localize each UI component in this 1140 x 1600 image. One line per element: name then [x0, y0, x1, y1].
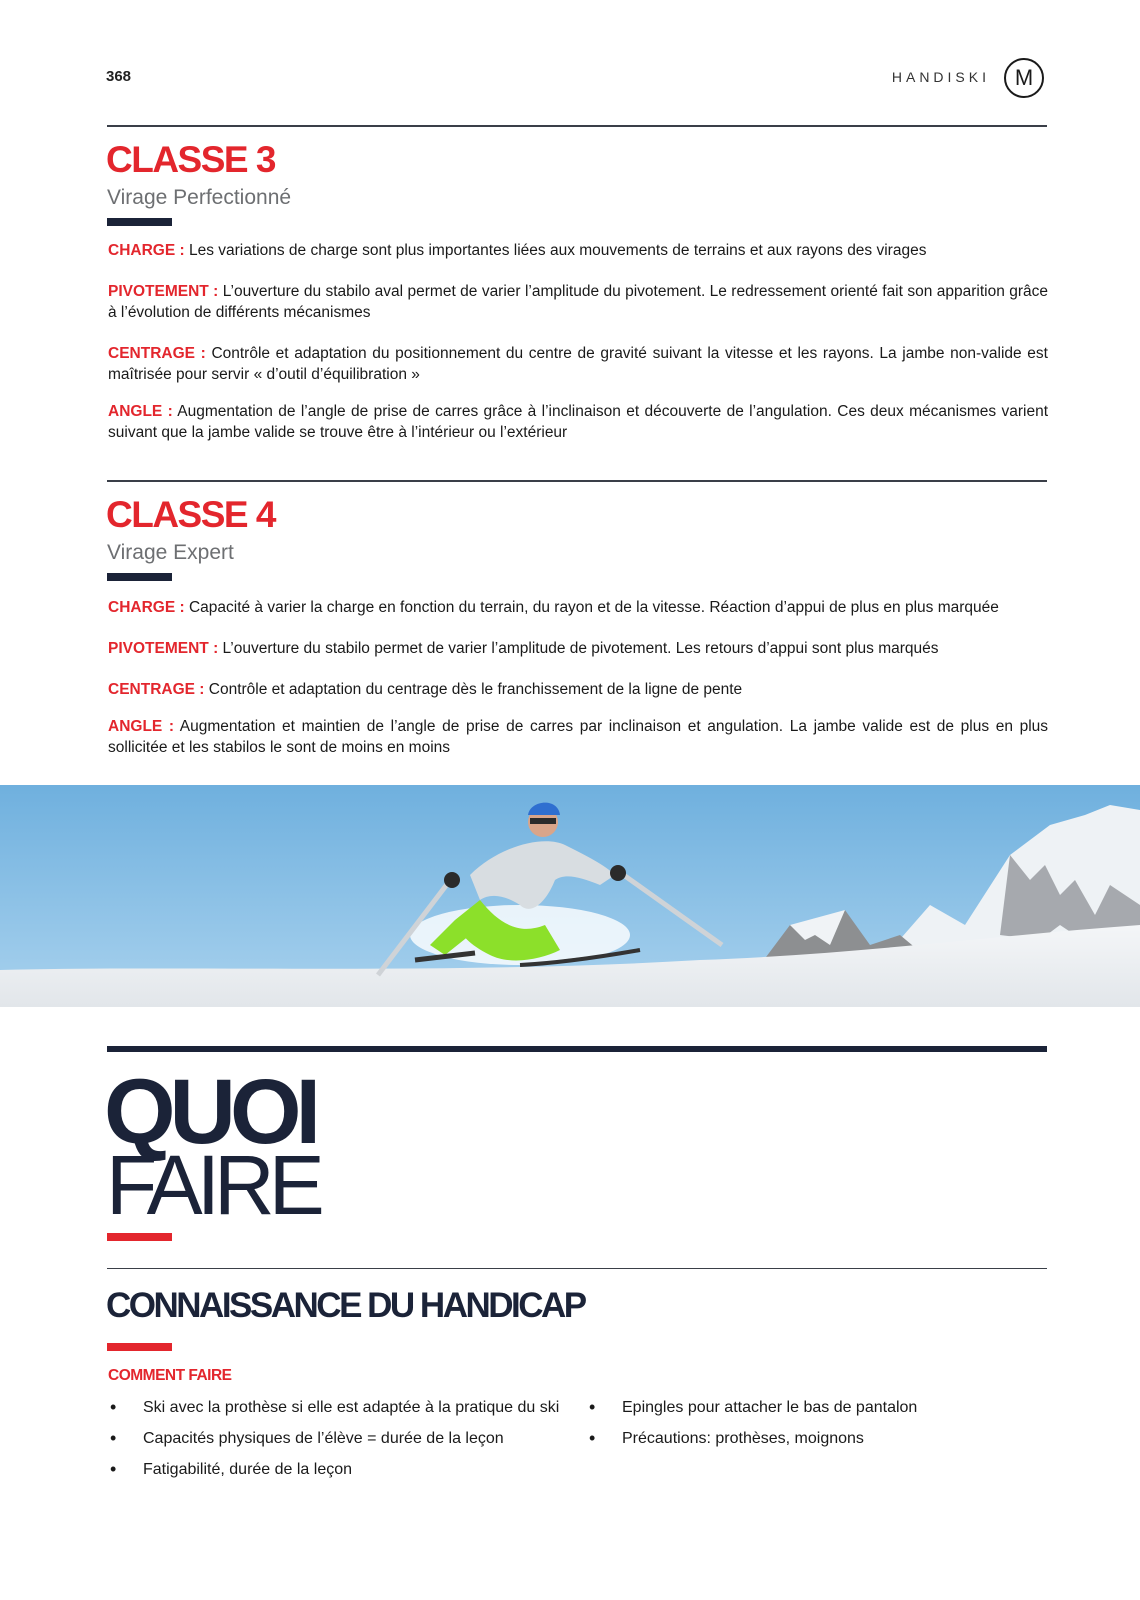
class3-accent-bar [107, 218, 172, 226]
quoi-faire-accent-bar [107, 1233, 172, 1241]
list-item: • Capacités physiques de l’élève = durée de la leçon [110, 1423, 570, 1454]
section-divider [107, 125, 1047, 127]
item-label: CENTRAGE : [108, 345, 206, 362]
item-text: Augmentation de l’angle de prise de carres grâce à l’inclinaison et découverte de l’angulation. Ces deux mécanismes varient suivant que la jambe valide se trouve être à l’intérieur ou l’extérieur [108, 403, 1048, 441]
list-item: • Epingles pour attacher le bas de pantalon [589, 1392, 1029, 1423]
list-item: • Fatigabilité, durée de la leçon [110, 1454, 570, 1485]
class4-accent-bar [107, 573, 172, 581]
item-label: PIVOTEMENT : [108, 640, 219, 657]
class4-charge [108, 597, 1048, 618]
item-text: L’ouverture du stabilo permet de varier l’amplitude de pivotement. Les retours d’appui sont plus marqués [222, 640, 939, 657]
item-text: Augmentation et maintien de l’angle de prise de carres par inclinaison et angulation. La jambe valide est de plus en plus sollicitée et les stabilos le sont de moins en moins [108, 718, 1049, 756]
brand-logo-icon [1004, 58, 1044, 98]
bullet-list-left [110, 1392, 570, 1485]
item-label: CHARGE : [108, 599, 185, 616]
class4-pivotement [108, 638, 1048, 659]
section-divider [107, 1268, 1047, 1269]
page-number: 368 [106, 68, 132, 85]
item-text: Contrôle et adaptation du centrage dès le franchissement de la ligne de pente [208, 681, 743, 698]
item-label: PIVOTEMENT : [108, 283, 219, 300]
brand-name: HANDISKI [891, 69, 990, 85]
item-label: CHARGE : [108, 242, 185, 259]
list-item: • Précautions: prothèses, moignons [589, 1423, 1029, 1454]
class3-pivotement [108, 281, 1048, 323]
item-label: ANGLE : [108, 403, 173, 420]
comment-faire-subhead: COMMENT FAIRE [108, 1367, 232, 1384]
item-text: Les variations de charge sont plus importantes liées aux mouvements de terrains et aux rayons des virages [188, 242, 927, 259]
item-text: Contrôle et adaptation du positionnement du centre de gravité suivant la vitesse et les rayons. La jambe non-valide est maîtrisée pour servir « d’outil d’équilibration » [108, 345, 1048, 383]
item-label: CENTRAGE : [108, 681, 205, 698]
class4-subtitle: Virage Expert [107, 541, 234, 564]
logo-letter: M [1014, 65, 1034, 90]
class4-angle [108, 716, 1048, 758]
faire-heading: FAIRE [106, 1138, 319, 1232]
quoi-faire-divider [107, 1046, 1047, 1052]
skier-photo [0, 785, 1140, 1007]
handicap-accent-bar [107, 1343, 172, 1351]
class3-subtitle: Virage Perfectionné [107, 186, 292, 209]
handicap-title: CONNAISSANCE DU HANDICAP [106, 1286, 585, 1325]
class4-title: CLASSE 4 [106, 494, 275, 535]
item-text: Capacité à varier la charge en fonction du terrain, du rayon et de la vitesse. Réaction d’appui de plus en plus marquée [188, 599, 999, 616]
item-text: L’ouverture du stabilo aval permet de varier l’amplitude du pivotement. Le redressement orienté fait son apparition grâce à l’évolution de différents mécanismes [108, 283, 1048, 321]
quoi-heading: QUOI [104, 1061, 316, 1163]
class3-charge [108, 240, 1048, 261]
class3-centrage [108, 343, 1048, 385]
list-item: • Ski avec la prothèse si elle est adaptée à la pratique du ski [110, 1392, 570, 1423]
class4-centrage [108, 679, 1048, 700]
class3-angle [108, 401, 1048, 443]
section-divider [107, 480, 1047, 482]
class3-title: CLASSE 3 [106, 139, 275, 180]
item-label: ANGLE : [108, 718, 175, 735]
bullet-list-right [589, 1392, 1029, 1454]
